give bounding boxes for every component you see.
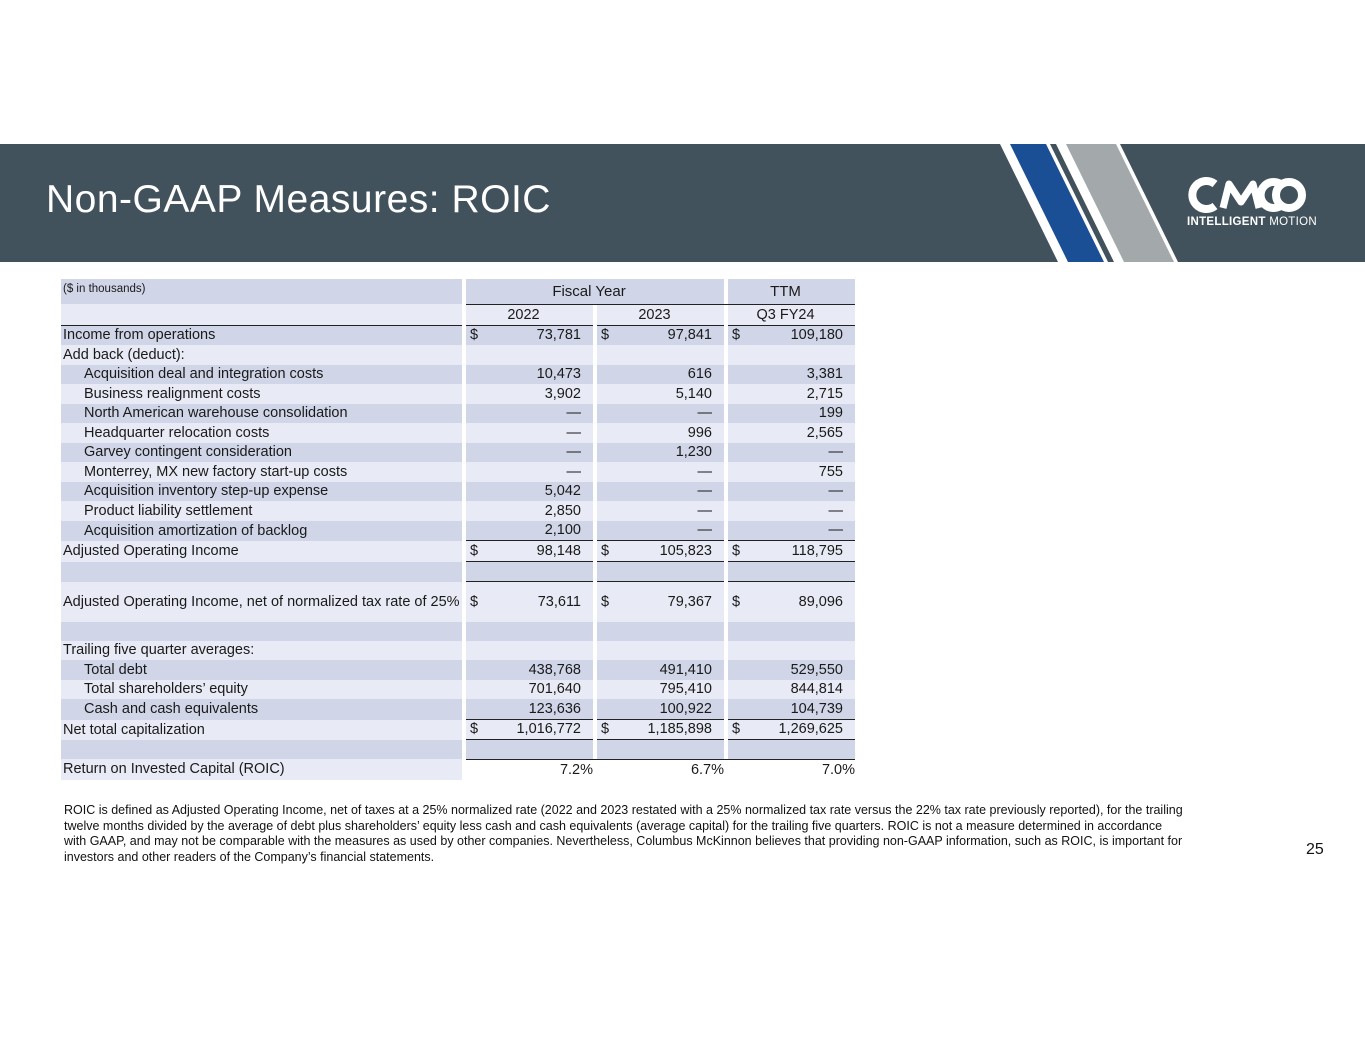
table-row: Total debt 438,768 491,410 529,550 xyxy=(61,660,855,680)
table-row: Acquisition inventory step-up expense 5,042 — — xyxy=(61,482,855,502)
cmco-logo-mark xyxy=(1185,176,1307,214)
spacer-row xyxy=(61,622,855,641)
table-row: Trailing five quarter averages: xyxy=(61,641,855,661)
page-title: Non-GAAP Measures: ROIC xyxy=(46,178,551,221)
table-row: Acquisition amortization of backlog 2,100 — — xyxy=(61,521,855,542)
table-row: Income from operations $ 73,781 $ 97,841 $ 109,180 xyxy=(61,325,855,346)
col-2022-header: 2022 xyxy=(466,304,593,325)
spacer-row xyxy=(61,562,855,582)
table-row: North American warehouse consolidation — — 199 xyxy=(61,404,855,424)
units-label: ($ in thousands) xyxy=(61,279,462,304)
header-row-years xyxy=(61,304,855,325)
fiscal-year-header: Fiscal Year xyxy=(466,279,724,304)
roic-footnote: ROIC is defined as Adjusted Operating Income, net of taxes at a 25% normalized rate (2022 and 2023 restated with a 25% normalized tax rate versus the 22% tax rate previously reported), for the trailing twelve months divided by the average of debt plus shareholders’ equity less cash and cash equivalents (average capital) for the trailing five quarters. ROIC is not a measure determined in accordance with GAAP, and may not be comparable with the measures as used by other companies. Nevertheless, Columbus McKinnon believes that providing non-GAAP information, such as ROIC, is important for investors and other readers of the Company’s financial statements. xyxy=(64,803,1183,864)
table-row: Headquarter relocation costs — 996 2,565 xyxy=(61,423,855,443)
table-row: Product liability settlement 2,850 — — xyxy=(61,501,855,521)
title-banner xyxy=(0,144,1365,262)
header-row-groups xyxy=(61,279,855,304)
table-row: Total shareholders’ equity 701,640 795,410 844,814 xyxy=(61,680,855,700)
table-row: Business realignment costs 3,902 5,140 2,715 xyxy=(61,384,855,404)
ttm-header: TTM xyxy=(728,279,855,304)
table-row: Adjusted Operating Income $ 98,148 $ 105,823 $ 118,795 xyxy=(61,541,855,562)
table-row: Acquisition deal and integration costs 10,473 616 3,381 xyxy=(61,365,855,385)
table-row: Net total capitalization $ 1,016,772 $ 1,185,898 $ 1,269,625 xyxy=(61,720,855,741)
col-ttm-header: Q3 FY24 xyxy=(728,304,855,325)
logo-tagline: INTELLIGENT MOTION xyxy=(1187,216,1317,228)
col-2023-header: 2023 xyxy=(597,304,724,325)
table-row: Return on Invested Capital (ROIC) 7.2% 6.7% 7.0% xyxy=(61,759,855,780)
page-number: 25 xyxy=(1306,841,1324,858)
table-row: Garvey contingent consideration — 1,230 — xyxy=(61,443,855,463)
spacer-row xyxy=(61,740,855,759)
table-row: Cash and cash equivalents 123,636 100,922 104,739 xyxy=(61,699,855,720)
table-row: Adjusted Operating Income, net of normalized tax rate of 25% $ 73,611 $ 79,367 $ 89,096 xyxy=(61,582,855,622)
cmco-logo xyxy=(1185,176,1325,236)
table-row: Add back (deduct): xyxy=(61,345,855,365)
roic-table xyxy=(61,279,855,780)
table-row: Monterrey, MX new factory start-up costs — — 755 xyxy=(61,462,855,482)
